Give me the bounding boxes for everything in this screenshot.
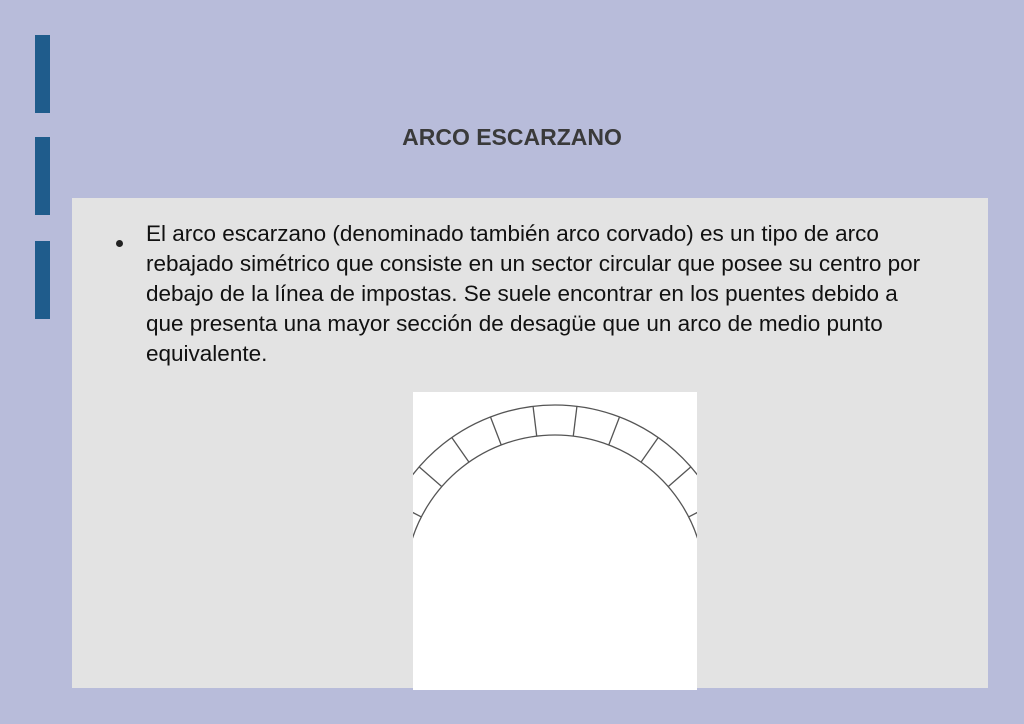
arch-figure [413,392,697,690]
voussoir-joint [689,503,697,517]
voussoir-joint [641,438,658,463]
voussoir-joint [413,503,421,517]
voussoir-joint [668,467,691,487]
accent-bar-top [35,35,50,113]
arch-extrados [413,405,697,545]
bullet-marker [116,240,123,247]
accent-bar-bottom [35,241,50,319]
voussoir-joint [452,438,469,463]
voussoir-joint [573,406,577,436]
segmental-arch-icon [413,392,697,690]
slide-title: ARCO ESCARZANO [402,124,622,150]
bullet-text: El arco escarzano (denominado también arco corvado) es un tipo de arco rebajado simétrico que consiste en un sector circular que posee su centro por debajo de la línea de impostas. Se suele encontrar en los puentes debido a que presenta una mayor sección de desagüe que un arco de medio punto equivalente. [146,221,921,366]
voussoir-joint [609,417,620,445]
voussoir-joint [419,467,442,487]
arch-intrados [413,435,697,551]
voussoir-joint [533,406,537,436]
voussoir-joint [490,417,501,445]
